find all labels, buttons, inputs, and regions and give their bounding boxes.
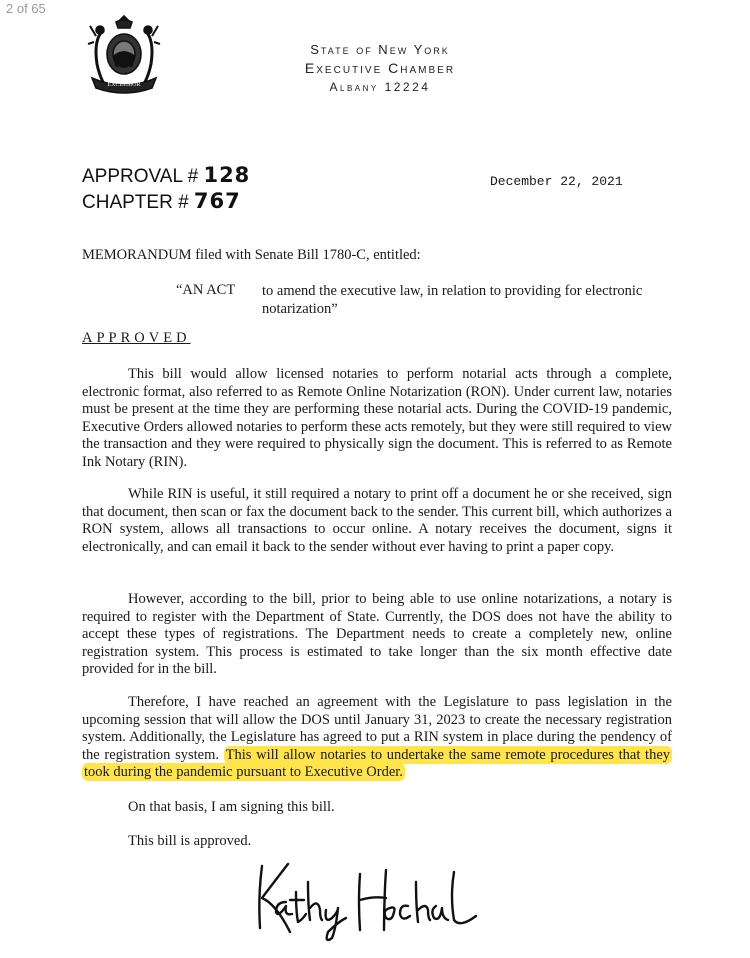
memo-date: December 22, 2021 (490, 174, 623, 189)
ny-state-seal-icon (86, 12, 162, 94)
letterhead-chamber: Executive Chamber (304, 60, 456, 76)
paragraph-text: Therefore, I have reached an agreement with the Legislature to pass legislation in the upcoming session that will allow the DOS until January 31, 2023 to create the necessary registration system. Additionally, the Legislature has agreed to put a RIN system in place during the pendency of the registration system. (82, 694, 672, 763)
paragraph-text: This bill would allow licensed notaries to perform notarial acts through a complete, electronic format, also referred to as Remote Online Notarization (RON). Under current law, notaries must be present at the time they are performing these notarial acts. During the COVID-19 pandemic, Executive Orders allowed notaries to perform these acts remotely, but they were still required to view the transaction and they were required to physically sign the document. This is referred to as Remote Ink Notary (RIN). (82, 366, 672, 470)
approval-block (82, 163, 250, 215)
governor-signature (240, 852, 480, 948)
act-label: “AN ACT (176, 282, 236, 298)
approved-heading: APPROVED (82, 330, 191, 346)
paragraph-text: However, according to the bill, prior to being able to use online notarizations, a notary is required to register with the Department of State. Currently, the DOS does not have the ability to accept these types of registrations. The Department needs to create a completely new, online registration system. This process is estimated to take longer than the six month effective date provided for in the bill. (82, 591, 672, 677)
basis-line: On that basis, I am signing this bill. (128, 799, 335, 815)
letterhead-state: State of New York (310, 42, 450, 57)
page-indicator: 2 of 65 (6, 1, 46, 16)
approval-label: APPROVAL # (82, 166, 199, 187)
paragraph-registration (82, 591, 672, 679)
paragraph-text: While RIN is useful, it still required a notary to print off a document he or she received, sign that document, then scan or fax the document back to the sender. This current bill, which authorizes a RON system, allows all transactions to occur online. A notary receives the document, signs it electronically, and can email it back to the sender without ever having to print a paper copy. (82, 486, 672, 555)
letterhead (280, 40, 480, 97)
memo-line: MEMORANDUM filed with Senate Bill 1780-C, entitled: (82, 247, 421, 263)
approval-statement: This bill is approved. (128, 833, 252, 849)
paragraph-rin-limitations (82, 486, 672, 556)
chapter-label: CHAPTER # (82, 192, 189, 213)
act-title: to amend the executive law, in relation to providing for electronic notarization” (262, 283, 643, 317)
paragraph-agreement (82, 694, 672, 782)
chapter-number: 767 (193, 189, 241, 213)
letterhead-city: Albany 12224 (329, 80, 431, 94)
highlighted-text: This will allow notaries to undertake the same remote procedures that they took during the pandemic pursuant to Executive Order. (84, 746, 670, 780)
approval-number: 128 (203, 163, 251, 187)
seal-motto: EXCELSIOR (107, 82, 141, 88)
paragraph-ron-description (82, 366, 672, 471)
